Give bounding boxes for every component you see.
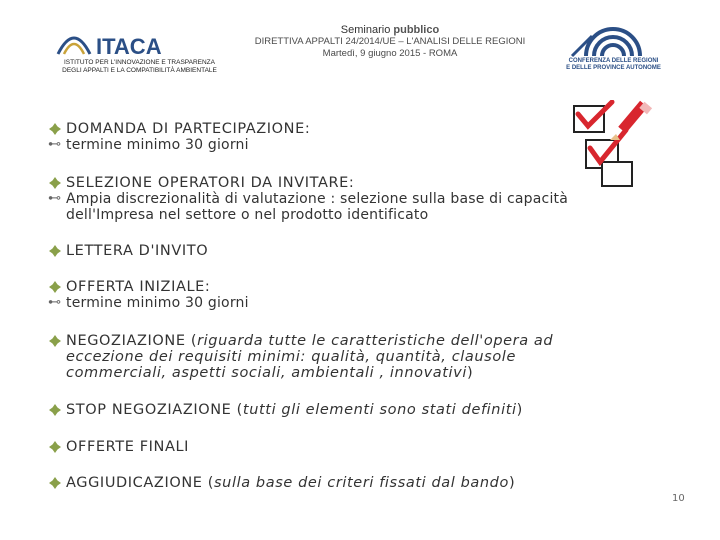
item-sub — [48, 191, 668, 207]
item-sub-text: termine minimo 30 giorni — [66, 295, 249, 311]
item-title-text: SELEZIONE OPERATORI DA INVITARE: — [66, 175, 355, 191]
curl-bullet-icon: ⊷ — [48, 137, 62, 152]
itaca-name: ITACA — [96, 34, 162, 59]
slide-header — [0, 0, 720, 95]
itaca-subtitle-line1: ISTITUTO PER L'INNOVAZIONE E TRASPARENZA — [63, 59, 215, 66]
item-title-text: OFFERTA INIZIALE: — [66, 279, 211, 295]
item-title-text: AGGIUDICAZIONE ( — [66, 475, 215, 491]
list-item-offerte-finali — [48, 439, 668, 455]
list-item-offerta-iniziale — [48, 279, 668, 311]
item-title — [48, 175, 668, 191]
diamond-bullet-icon — [48, 334, 62, 348]
list-item-negoziazione — [48, 333, 668, 381]
item-italic-line3: commerciali, aspetti sociali, ambientali , innovativi — [66, 365, 467, 381]
item-title-text: LETTERA D'INVITO — [66, 243, 209, 259]
item-title-text: STOP NEGOZIAZIONE ( — [66, 402, 243, 418]
item-close-paren: ) — [516, 402, 523, 418]
slide-content — [48, 121, 668, 491]
list-item-aggiudicazione — [48, 475, 668, 491]
seminar-title — [250, 24, 530, 36]
itaca-subtitle — [52, 59, 227, 75]
list-item-stop-negoziazione — [48, 402, 668, 418]
diamond-bullet-icon — [48, 440, 62, 454]
curl-bullet-icon: ⊷ — [48, 295, 62, 310]
item-close-paren: ) — [508, 475, 516, 491]
seminar-prefix-bold: pubblico — [393, 24, 440, 36]
diamond-bullet-icon — [48, 403, 62, 417]
seminar-prefix: Seminario — [340, 24, 394, 36]
item-sub-text: Ampia discrezionalità di valutazione : selezione sulla base di capacità — [66, 191, 569, 207]
curl-bullet-icon: ⊷ — [48, 191, 62, 206]
conferenza-arches-icon — [556, 24, 671, 58]
item-close-paren: ) — [466, 365, 474, 381]
diamond-bullet-icon — [48, 476, 62, 490]
diamond-bullet-icon — [48, 122, 62, 136]
list-item-lettera — [48, 243, 668, 259]
itaca-emblem-icon — [54, 28, 94, 58]
item-sub-continued: dell'Impresa nel settore o nel prodotto identificato — [66, 207, 429, 223]
itaca-logo — [52, 28, 227, 76]
item-sub — [48, 295, 668, 311]
seminar-date: Martedì, 9 giugno 2015 - ROMA — [322, 48, 458, 59]
conferenza-line1: CONFERENZA DELLE REGIONI — [568, 58, 659, 64]
seminar-topic: DIRETTIVA APPALTI 24/2014/UE – L'ANALISI DELLE REGIONI — [254, 36, 526, 47]
item-title — [48, 121, 668, 137]
list-item-selezione — [48, 175, 668, 223]
conferenza-line2: E DELLE PROVINCE AUTONOME — [566, 65, 661, 71]
diamond-bullet-icon — [48, 176, 62, 190]
conferenza-logo — [556, 24, 671, 76]
item-italic-line1: riguarda tutte le caratteristiche dell'opera ad — [197, 333, 554, 349]
item-title-text: NEGOZIAZIONE ( — [66, 333, 198, 349]
item-italic: sulla base dei criteri fissati dal bando — [214, 475, 509, 491]
item-title-text: OFFERTE FINALI — [66, 439, 190, 455]
item-italic: tutti gli elementi sono stati definiti — [242, 402, 517, 418]
list-item-domanda — [48, 121, 668, 153]
itaca-subtitle-line2: DEGLI APPALTI E LA COMPATIBILITÀ AMBIENTALE — [62, 67, 217, 74]
item-sub-text: termine minimo 30 giorni — [66, 137, 249, 153]
seminar-info — [250, 24, 530, 60]
diamond-bullet-icon — [48, 244, 62, 258]
conferenza-text — [556, 58, 671, 72]
item-sub — [48, 137, 668, 153]
item-title-text: DOMANDA DI PARTECIPAZIONE: — [66, 121, 311, 137]
page-number: 10 — [672, 493, 685, 504]
diamond-bullet-icon — [48, 280, 62, 294]
item-italic-line2: eccezione dei requisiti minimi: qualità, quantità, clausole — [66, 349, 516, 365]
item-title — [48, 279, 668, 295]
